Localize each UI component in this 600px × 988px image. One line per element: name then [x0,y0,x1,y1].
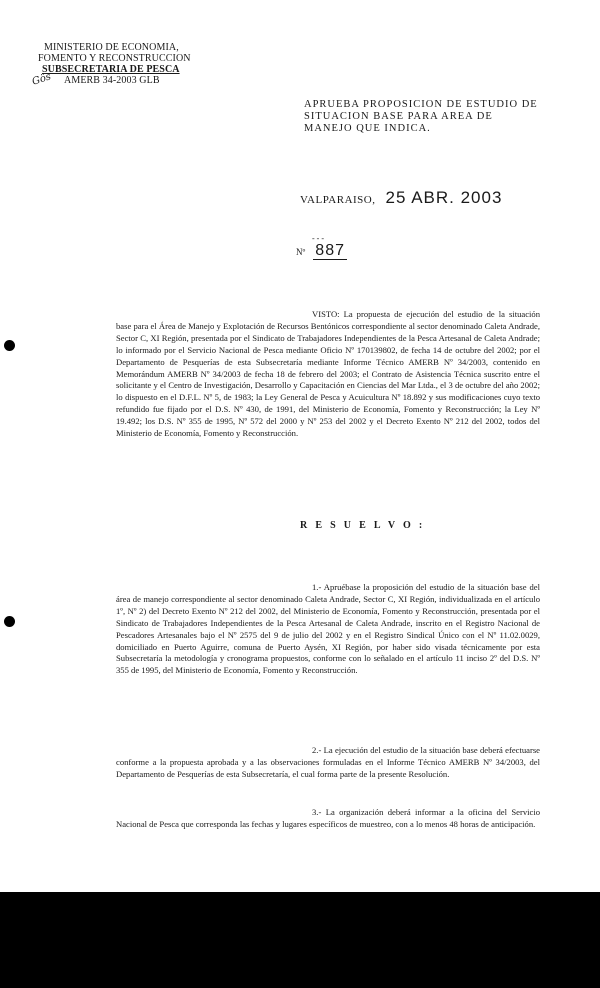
resolution-number [296,234,347,260]
punch-hole [4,616,15,627]
number-value: 887 [315,242,345,259]
handwritten-initials: Gös [30,71,53,88]
visto-lead: VISTO: [312,309,340,319]
reference-code: AMERB 34-2003 GLB [64,75,160,86]
visto-text: La propuesta de ejecución del estudio de la situación base para el Área de Manejo y Explotación de Recursos Bentónicos correspondiente al sector denominado Caleta Andrade, Sector C, XI Región, presentada por el Sindicato de Trabajadores Independientes de la Pesca Artesanal de Caleta Andrade; lo informado por el Servicio Nacional de Pesca mediante Oficio Nº 170139802, de fecha 14 de octubre del 2002; por el Departamento de Pesquerías de esta Subsecretaría mediante Informe Técnico AMERB Nº 34/2003, contenido en Memorándum AMERB Nº 34/2003 de fecha 18 de febrero del 2003; el Contrato de Asistencia Técnica suscrito entre el solicitante y el Centro de Investigación, Desarrollo y Capacitación en Ciencias del Mar Ltda., el 3 de octubre del año 2002; lo dispuesto en el D.F.L. Nº 5, de 1983; la Ley General de Pesca y Acuicultura Nº 18.892 y sus modificaciones cuyo texto refundido fue fijado por el D.S. Nº 430, de 1991, del Ministerio de Economía, Fomento y Reconstrucción; la Ley Nº 19.492; los D.S. Nº 355 de 1995, Nº 572 del 2000 y Nº 253 del 2002 y el Decreto Exento Nº 212 del 2002, todos del Ministerio de Economía, Fomento y Reconstrucción. [116,309,540,439]
resolution-subject: APRUEBA PROPOSICION DE ESTUDIO DE SITUACION BASE PARA AREA DE MANEJO QUE INDICA. [304,99,538,134]
date-stamp: 25 ABR. 2003 [385,188,503,207]
article-text: Apruébase la proposición del estudio de la situación base del área de manejo correspondiente al sector denominado Caleta Andrade, Sector C, XI Región, individualizada en el artículo 1º, Nº 2) del Decreto Exento Nº 212 del 2002, del Ministerio de Economía, Fomento y Reconstrucción, presentada por el Sindicato de Trabajadores Independientes de la Pesca Artesanal de Caleta Andrade, inscrito en el Registro Nacional de Pescadores Artesanales bajo el Nº 2575 del 9 de julio del 2002 y en el Registro Sindical Único con el Nº 11.02.0029, domiciliado en Puerto Aguirre, comuna de Puerto Aysén, XI Región, por haber sido visada técnicamente por esta Subsecretaría la metodología y cronograma propuestos, conforme con lo señalado en el artículo 11 inciso 2º del D.S. Nº 355 de 1995, del Ministerio de Economía, Fomento y Reconstrucción. [116,582,540,676]
subsecretaria-name: SUBSECRETARIA DE PESCA [42,64,180,75]
ministry-name-line2: FOMENTO Y RECONSTRUCCION [38,53,191,64]
scan-bottom-edge [0,892,600,988]
article-text: La organización deberá informar a la oficina del Servicio Nacional de Pesca que corresponda las fechas y lugares específicos de muestreo, con a lo menos 48 horas de anticipación. [116,807,541,829]
article-1 [116,582,540,677]
article-text: La ejecución del estudio de la situación base deberá efectuarse conforme a la propuesta aprobada y a las observaciones formuladas en el Informe Técnico AMERB Nº 34/2003, del Departamento de Pesquerías de esta Subsecretaría, el cual forma parte de la presente Resolución. [116,745,540,779]
place: VALPARAISO, [300,194,376,206]
article-3 [116,807,540,831]
place-and-date [300,188,502,208]
visto-paragraph [116,309,540,440]
article-number: 1.- [312,582,322,592]
punch-hole [4,340,15,351]
letterhead [38,42,191,86]
ministry-name: MINISTERIO DE ECONOMIA, [44,42,179,53]
number-dash: - - - [312,234,324,243]
number-prefix: Nº [296,247,306,257]
resuelvo-heading: R E S U E L V O : [300,520,426,531]
article-number: 3.- [312,807,322,817]
article-number: 2.- [312,745,322,755]
article-2 [116,745,540,781]
